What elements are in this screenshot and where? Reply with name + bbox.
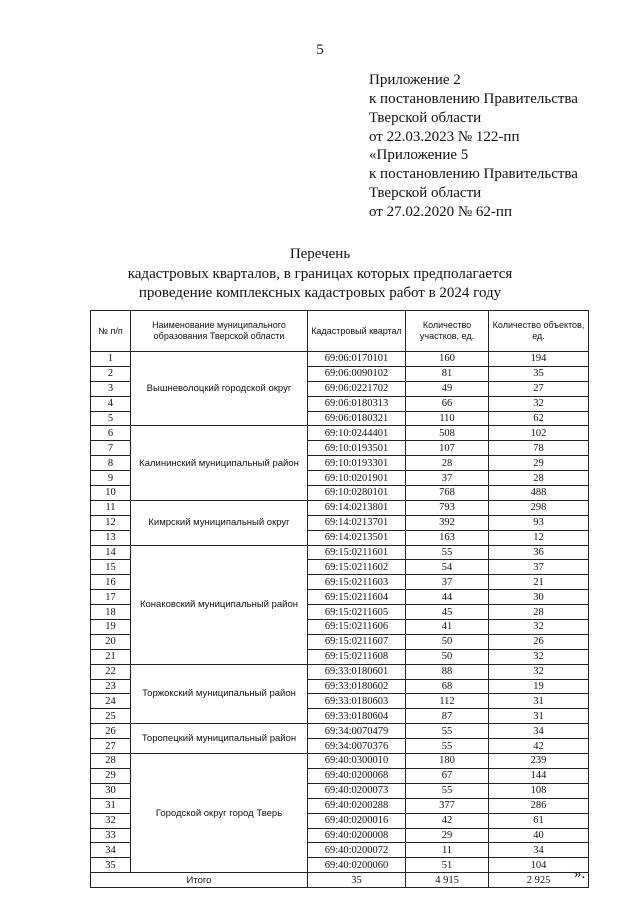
- cell-objects-count: 78: [489, 441, 589, 456]
- cell-objects-count: 36: [489, 545, 589, 560]
- cell-cadastral-quarter: 69:40:0200060: [308, 858, 406, 873]
- cell-cadastral-quarter: 69:40:0200288: [308, 798, 406, 813]
- cell-cadastral-quarter: 69:15:0211604: [308, 590, 406, 605]
- cell-objects-count: 31: [489, 709, 589, 724]
- table-header-row: [91, 311, 589, 352]
- total-quarters: 35: [308, 873, 406, 888]
- cell-number: 33: [91, 828, 131, 843]
- appendix-current-line: Приложение 2: [369, 72, 461, 88]
- cell-number: 27: [91, 739, 131, 754]
- cell-number: 6: [91, 426, 131, 441]
- cell-cadastral-quarter: 69:40:0200016: [308, 813, 406, 828]
- table-row: [91, 500, 589, 515]
- cell-plots-count: 392: [406, 515, 489, 530]
- closing-quote-mark: ».: [574, 866, 586, 882]
- cell-number: 16: [91, 575, 131, 590]
- cell-objects-count: 104: [489, 858, 589, 873]
- cell-objects-count: 62: [489, 411, 589, 426]
- table-row: [91, 664, 589, 679]
- cell-objects-count: 30: [489, 590, 589, 605]
- cell-cadastral-quarter: 69:40:0200068: [308, 768, 406, 783]
- cell-objects-count: 28: [489, 605, 589, 620]
- cell-plots-count: 44: [406, 590, 489, 605]
- cell-cadastral-quarter: 69:14:0213501: [308, 530, 406, 545]
- cell-municipality: Калининский муниципальный район: [131, 426, 308, 500]
- cell-cadastral-quarter: 69:15:0211607: [308, 634, 406, 649]
- cell-objects-count: 144: [489, 768, 589, 783]
- cell-number: 15: [91, 560, 131, 575]
- cell-objects-count: 28: [489, 471, 589, 486]
- cell-cadastral-quarter: 69:14:0213701: [308, 515, 406, 530]
- cell-number: 34: [91, 843, 131, 858]
- cell-plots-count: 67: [406, 768, 489, 783]
- cell-plots-count: 50: [406, 649, 489, 664]
- cell-plots-count: 110: [406, 411, 489, 426]
- cell-cadastral-quarter: 69:10:0201901: [308, 471, 406, 486]
- cell-objects-count: 42: [489, 739, 589, 754]
- header-plots-count: Количество участков, ед.: [406, 311, 489, 352]
- cell-cadastral-quarter: 69:06:0180313: [308, 396, 406, 411]
- cell-number: 29: [91, 768, 131, 783]
- cell-cadastral-quarter: 69:06:0170101: [308, 352, 406, 367]
- cell-objects-count: 32: [489, 649, 589, 664]
- cell-municipality: Конаковский муниципальный район: [131, 545, 308, 664]
- cell-number: 21: [91, 649, 131, 664]
- title-line: Перечень: [289, 246, 351, 262]
- cell-plots-count: 55: [406, 783, 489, 798]
- cell-plots-count: 55: [406, 724, 489, 739]
- table-body: [91, 352, 589, 888]
- cell-plots-count: 28: [406, 456, 489, 471]
- table-row: [91, 754, 589, 769]
- appendix-current-line: к постановлению Правительства: [369, 91, 578, 107]
- cell-plots-count: 377: [406, 798, 489, 813]
- title-line: кадастровых кварталов, в границах которых предполагается: [127, 265, 513, 282]
- cell-objects-count: 32: [489, 396, 589, 411]
- cell-plots-count: 11: [406, 843, 489, 858]
- cell-cadastral-quarter: 69:06:0221702: [308, 381, 406, 396]
- cell-plots-count: 107: [406, 441, 489, 456]
- cell-number: 24: [91, 694, 131, 709]
- cell-plots-count: 42: [406, 813, 489, 828]
- cell-cadastral-quarter: 69:40:0300010: [308, 754, 406, 769]
- appendix-original-line: Тверской области: [369, 185, 482, 201]
- cell-plots-count: 81: [406, 366, 489, 381]
- cell-number: 8: [91, 456, 131, 471]
- appendix-original-line: «Приложение 5: [369, 147, 469, 163]
- cell-plots-count: 160: [406, 352, 489, 367]
- cell-municipality: Торопецкий муниципальный район: [131, 724, 308, 754]
- cell-objects-count: 34: [489, 724, 589, 739]
- cell-objects-count: 19: [489, 679, 589, 694]
- cell-number: 1: [91, 352, 131, 367]
- cell-number: 26: [91, 724, 131, 739]
- cell-cadastral-quarter: 69:40:0200072: [308, 843, 406, 858]
- table-row: [91, 724, 589, 739]
- header-number: № п/п: [91, 311, 131, 352]
- cell-number: 7: [91, 441, 131, 456]
- cell-plots-count: 88: [406, 664, 489, 679]
- cell-cadastral-quarter: 69:40:0200073: [308, 783, 406, 798]
- cell-number: 17: [91, 590, 131, 605]
- cell-objects-count: 239: [489, 754, 589, 769]
- total-objects: 2 925: [489, 873, 589, 888]
- cell-number: 10: [91, 486, 131, 501]
- cell-number: 28: [91, 754, 131, 769]
- cell-objects-count: 93: [489, 515, 589, 530]
- cell-objects-count: 29: [489, 456, 589, 471]
- cadastral-quarters-table: [90, 310, 589, 888]
- cell-cadastral-quarter: 69:06:0090102: [308, 366, 406, 381]
- cell-number: 19: [91, 620, 131, 635]
- cell-objects-count: 34: [489, 843, 589, 858]
- cell-cadastral-quarter: 69:15:0211602: [308, 560, 406, 575]
- cell-number: 25: [91, 709, 131, 724]
- cell-cadastral-quarter: 69:15:0211608: [308, 649, 406, 664]
- cell-number: 9: [91, 471, 131, 486]
- cell-objects-count: 12: [489, 530, 589, 545]
- cell-objects-count: 21: [489, 575, 589, 590]
- cell-cadastral-quarter: 69:15:0211601: [308, 545, 406, 560]
- appendix-original-line: к постановлению Правительства: [369, 166, 578, 182]
- cell-number: 5: [91, 411, 131, 426]
- cell-plots-count: 54: [406, 560, 489, 575]
- cell-plots-count: 66: [406, 396, 489, 411]
- cell-objects-count: 108: [489, 783, 589, 798]
- cell-plots-count: 508: [406, 426, 489, 441]
- cell-objects-count: 27: [489, 381, 589, 396]
- cell-cadastral-quarter: 69:33:0180604: [308, 709, 406, 724]
- cell-cadastral-quarter: 69:34:0070479: [308, 724, 406, 739]
- cell-number: 23: [91, 679, 131, 694]
- cell-number: 12: [91, 515, 131, 530]
- cell-cadastral-quarter: 69:33:0180602: [308, 679, 406, 694]
- cell-cadastral-quarter: 69:34:0070376: [308, 739, 406, 754]
- cell-objects-count: 40: [489, 828, 589, 843]
- table-row: [91, 545, 589, 560]
- cell-cadastral-quarter: 69:10:0244401: [308, 426, 406, 441]
- cell-number: 13: [91, 530, 131, 545]
- cell-objects-count: 37: [489, 560, 589, 575]
- table-total-row: [91, 873, 589, 888]
- cell-objects-count: 194: [489, 352, 589, 367]
- cell-plots-count: 37: [406, 575, 489, 590]
- cell-plots-count: 41: [406, 620, 489, 635]
- cell-cadastral-quarter: 69:10:0193301: [308, 456, 406, 471]
- title-line: проведение комплексных кадастровых работ в 2024 году: [138, 285, 502, 301]
- cell-plots-count: 768: [406, 486, 489, 501]
- cell-cadastral-quarter: 69:06:0180321: [308, 411, 406, 426]
- cell-plots-count: 180: [406, 754, 489, 769]
- total-label: Итого: [91, 873, 308, 888]
- cell-cadastral-quarter: 69:33:0180601: [308, 664, 406, 679]
- cell-municipality: Вышневолоцкий городской округ: [131, 352, 308, 426]
- cell-plots-count: 793: [406, 500, 489, 515]
- cell-cadastral-quarter: 69:14:0213801: [308, 500, 406, 515]
- cell-plots-count: 37: [406, 471, 489, 486]
- cell-number: 2: [91, 366, 131, 381]
- cell-cadastral-quarter: 69:10:0193501: [308, 441, 406, 456]
- cell-plots-count: 29: [406, 828, 489, 843]
- cell-number: 3: [91, 381, 131, 396]
- cell-number: 4: [91, 396, 131, 411]
- cell-number: 35: [91, 858, 131, 873]
- appendix-original-header: [369, 146, 629, 222]
- cell-number: 14: [91, 545, 131, 560]
- cell-number: 32: [91, 813, 131, 828]
- cell-cadastral-quarter: 69:33:0180603: [308, 694, 406, 709]
- appendix-current-header: [369, 71, 629, 147]
- cell-plots-count: 50: [406, 634, 489, 649]
- cell-number: 30: [91, 783, 131, 798]
- cell-objects-count: 488: [489, 486, 589, 501]
- cell-number: 31: [91, 798, 131, 813]
- cell-number: 22: [91, 664, 131, 679]
- cell-plots-count: 49: [406, 381, 489, 396]
- cell-objects-count: 102: [489, 426, 589, 441]
- cell-objects-count: 26: [489, 634, 589, 649]
- header-objects-count: Количество объектов, ед.: [489, 311, 589, 352]
- cell-number: 20: [91, 634, 131, 649]
- cell-number: 11: [91, 500, 131, 515]
- cell-cadastral-quarter: 69:15:0211603: [308, 575, 406, 590]
- cell-plots-count: 68: [406, 679, 489, 694]
- cell-plots-count: 163: [406, 530, 489, 545]
- cell-plots-count: 87: [406, 709, 489, 724]
- table-row: [91, 352, 589, 367]
- cell-number: 18: [91, 605, 131, 620]
- cell-cadastral-quarter: 69:10:0280101: [308, 486, 406, 501]
- header-municipality: Наименование муниципального образования Тверской области: [131, 311, 308, 352]
- cell-municipality: Кимрский муниципальный округ: [131, 500, 308, 545]
- cell-objects-count: 32: [489, 664, 589, 679]
- appendix-original-line: от 27.02.2020 № 62-пп: [369, 204, 512, 220]
- cell-objects-count: 32: [489, 620, 589, 635]
- cell-objects-count: 31: [489, 694, 589, 709]
- cell-plots-count: 55: [406, 739, 489, 754]
- cell-plots-count: 112: [406, 694, 489, 709]
- appendix-current-line: от 22.03.2023 № 122-пп: [369, 129, 520, 145]
- cell-objects-count: 286: [489, 798, 589, 813]
- cell-objects-count: 61: [489, 813, 589, 828]
- page-number: 5: [316, 42, 324, 58]
- header-cadastral-quarter: Кадастровый квартал: [308, 311, 406, 352]
- cell-plots-count: 45: [406, 605, 489, 620]
- cell-objects-count: 298: [489, 500, 589, 515]
- cell-cadastral-quarter: 69:40:0200008: [308, 828, 406, 843]
- document-title: [0, 245, 640, 304]
- cell-municipality: Торжокский муниципальный район: [131, 664, 308, 724]
- total-plots: 4 915: [406, 873, 489, 888]
- cell-plots-count: 51: [406, 858, 489, 873]
- appendix-current-line: Тверской области: [369, 110, 482, 126]
- cell-cadastral-quarter: 69:15:0211605: [308, 605, 406, 620]
- cell-plots-count: 55: [406, 545, 489, 560]
- cell-cadastral-quarter: 69:15:0211606: [308, 620, 406, 635]
- table-row: [91, 426, 589, 441]
- cell-municipality: Городской округ город Тверь: [131, 754, 308, 873]
- cell-objects-count: 35: [489, 366, 589, 381]
